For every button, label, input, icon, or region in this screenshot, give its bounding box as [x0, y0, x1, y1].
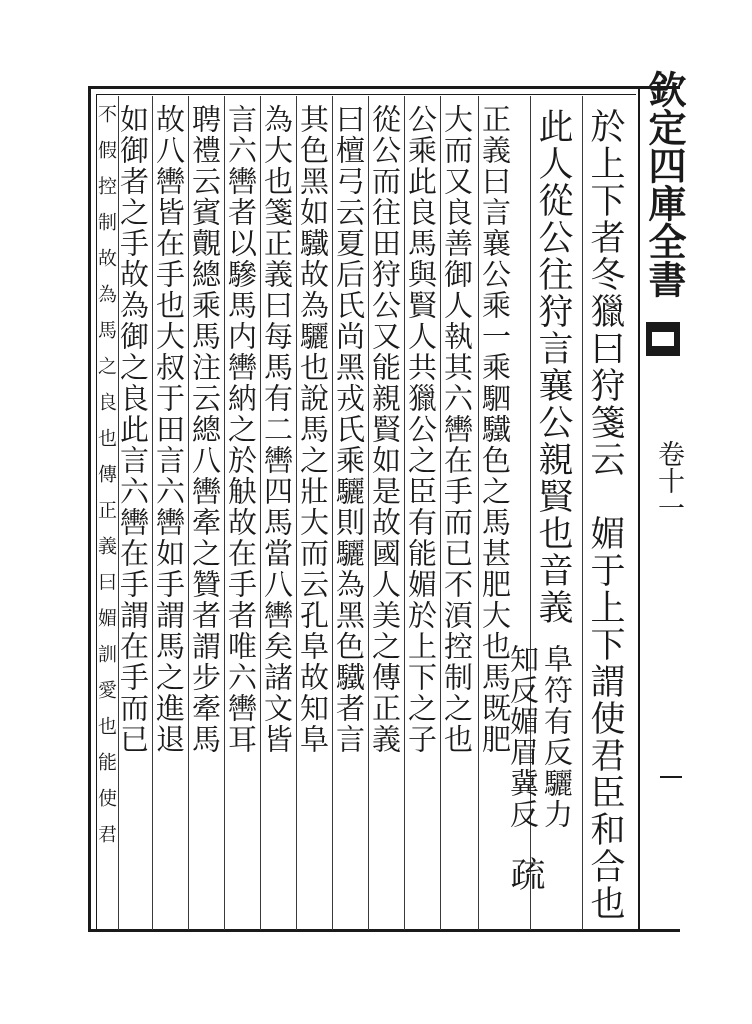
text-column-5: 公乘此良馬與賢人共獵公之臣有能媚於上下之子 — [404, 104, 438, 755]
text-column-14: 不假控制故為馬之良也傳正義曰媚訓愛也能使君 — [95, 104, 117, 860]
text-column-9: 為大也箋正義曰每馬有二轡四馬當八轡矣諸文皆 — [260, 104, 294, 755]
shu-marker: 疏 — [505, 856, 545, 893]
text-column-12: 故八轡皆在手也大叔于田言六轡如手謂馬之進退 — [152, 104, 186, 755]
book-title: 欽定四庫全書 — [642, 70, 687, 298]
text-column-4: 大而又良善御人執其六轡在手而已不湏控制之也 — [440, 104, 474, 755]
fish-tail-mark-icon — [646, 322, 680, 356]
volume-label: 卷十一 — [653, 440, 684, 521]
text-column-2: 此人從公往狩言襄公親賢也音義 — [533, 108, 573, 626]
text-column-10: 言六轡者以驂馬内轡納之於觖故在手者唯六轡耳 — [224, 104, 258, 755]
text-column-3: 正義曰言襄公乘一乘駟驖色之馬甚肥大也馬既肥 — [478, 104, 512, 755]
text-column-13: 如御者之手故為御之良此言六轡在手謂在手而已 — [116, 104, 150, 755]
text-column-1: 於上下者冬獵曰狩箋云 媚于上下謂使君臣和合也 — [585, 108, 625, 922]
note-column-2a: 阜符有反驪力 — [540, 644, 574, 830]
text-column-7: 曰檀弓云夏后氏尚黑戎氏乘驪則驪為黑色驖者言 — [332, 104, 366, 755]
text-column-8: 其色黑如驖故為驪也說馬之壯大而云孔阜故知阜 — [296, 104, 330, 755]
note-column-2b: 知反媚眉冀反 — [506, 644, 540, 830]
page-mark — [660, 776, 682, 778]
text-column-6: 從公而往田狩公又能親賢如是故國人美之傳正義 — [368, 104, 402, 755]
text-column-11: 聘禮云賓覿總乘馬注云總八轡牽之贊者謂步牽馬 — [188, 104, 222, 755]
